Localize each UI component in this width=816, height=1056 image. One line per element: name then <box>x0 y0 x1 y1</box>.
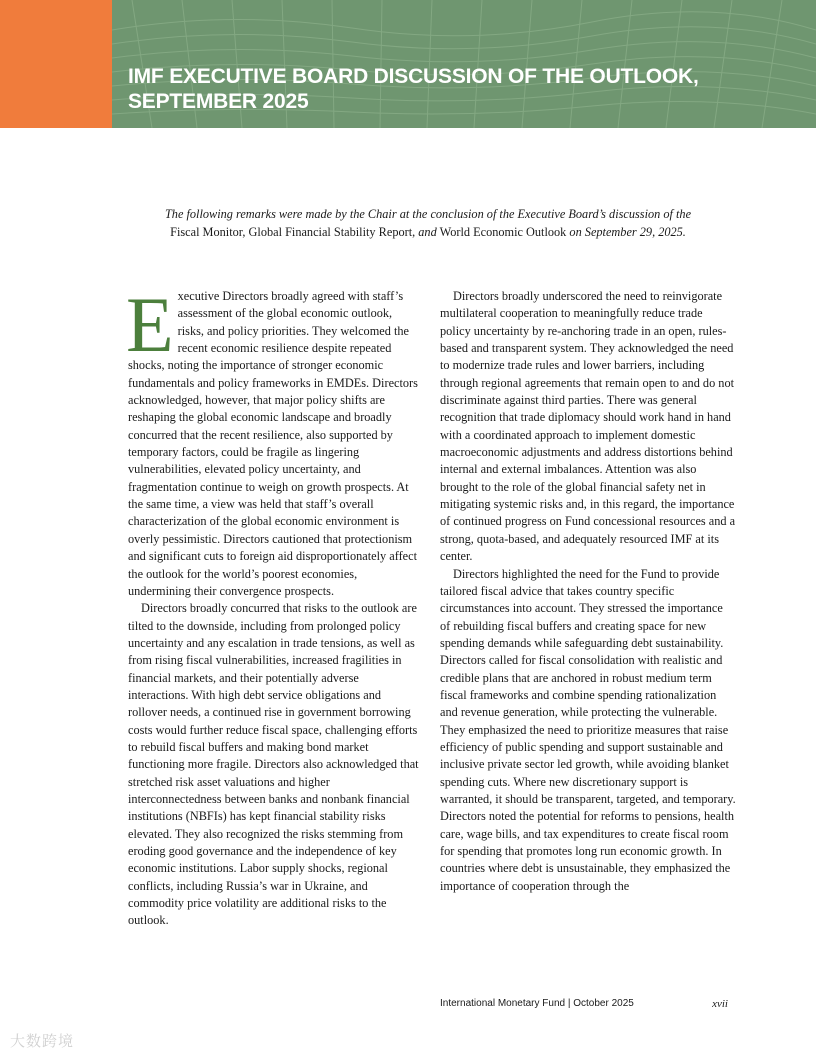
paragraph: Directors broadly concurred that risks to the outlook are tilted to the downside, including from prolonged policy uncertainty and any escalation in trade tensions, as well as from rising fiscal vulnerabilities, increased fragilities in financial markets, and their potentially adverse interactions. With high debt service obligations and rollover needs, a continued rise in government borrowing costs would further reduce fiscal space, challenging efforts to rebuild fiscal buffers and making bond market functioning more fragile. Directors also acknowledged that stretched risk asset valuations and higher interconnectedness between banks and nonbank financial institutions (NBFIs) has kept financial stability risks elevated. They also recognized the risks stemming from eroding good governance and the independence of key economic institutions. Labor supply shocks, regional conflicts, including Russia’s war in Ukraine, and commodity price volatility are additional risks to the outlook. <box>128 601 419 928</box>
page-number: xvii <box>712 998 728 1010</box>
orange-accent-block <box>0 0 112 128</box>
page-footer <box>440 998 728 1009</box>
intro-and: and <box>418 225 437 239</box>
title-line-1: IMF EXECUTIVE BOARD DISCUSSION OF THE OUTLOOK, <box>128 65 699 88</box>
right-column <box>440 288 736 895</box>
paragraph: Directors highlighted the need for the Fund to provide tailored fiscal advice that takes country specific circumstances into account. They stressed the importance of rebuilding fiscal buffers and creating space for new spending demands while safeguarding debt sustainability. Directors called for fiscal consolidation with realistic and credible plans that are anchored in robust medium term fiscal frameworks and combine spending rationalization and revenue generation, while protecting the vulnerable. They emphasized the need to prioritize measures that raise efficiency of public spending and support sustainable and inclusive private sector led growth, while avoiding blanket spending cuts. Where new discretionary support is warranted, it should be transparent, targeted, and temporary. Directors noted the potential for reforms to pensions, health care, wage bills, and tax expenditures to create fiscal room for spending that promotes long run economic growth. In countries where debt is unsustainable, they emphasized the importance of cooperation through the <box>440 566 736 893</box>
intro-line-1: The following remarks were made by the Chair at the conclusion of the Executive Board’s discussion of the <box>164 207 692 221</box>
report-name-fm: Fiscal Monitor, <box>170 225 246 239</box>
report-name-gfsr: Global Financial Stability Report, <box>248 225 416 239</box>
title-line-2: SEPTEMBER 2025 <box>128 90 309 113</box>
page-title <box>128 64 748 114</box>
paragraph <box>126 281 420 600</box>
paragraph: Directors broadly underscored the need to reinvigorate multilateral cooperation to meaningfully reduce trade policy uncertainty by re-anchoring trade in an open, rules-based and transparent system. They acknowledged the need to modernize trade rules and lower barriers, including through regional agreements that remain open to and do not discriminate against third parties. There was general recognition that trade diplomacy should work hand in hand with a coordinated approach to implement domestic macroeconomic adjustments and address distortions behind internal and external imbalances. Attention was also brought to the role of the global financial safety net in mitigating systemic risks and, in this regard, the importance of continued progress on Fund concessional resources and a strong, quota-based, and adequately resourced IMF at its center. <box>440 289 736 564</box>
intro-date: on September 29, 2025. <box>569 225 686 239</box>
intro-note <box>128 205 728 241</box>
left-column <box>126 281 420 930</box>
report-name-weo: World Economic Outlook <box>439 225 567 239</box>
drop-cap: E <box>126 281 174 368</box>
watermark: 大数跨境 <box>10 1032 75 1050</box>
paragraph-text: xecutive Directors broadly agreed with staff’s assessment of the global economic outlook, risks, and policy priorities. They welcomed the recent economic resilience despite repeated shocks, noting the importance of stronger economic fundamentals and policy frameworks in EMDEs. Directors acknowledged, however, that major policy shifts are reshaping the global economic landscape and broadly concurred that the recent resilience, also supported by temporary factors, could be fragile as lingering vulnerabilities, elevated policy uncertainty, and fragmentation continue to weigh on growth prospects. At the same time, a view was held that staff’s overall characterization of the global economic environment is overly pessimistic. Directors cautioned that protectionism and significant cuts to foreign aid disproportionately affect the outlook for the world’s poorest economies, undermining their convergence prospects. <box>128 289 418 598</box>
footer-source: International Monetary Fund | October 2025 <box>440 998 634 1009</box>
